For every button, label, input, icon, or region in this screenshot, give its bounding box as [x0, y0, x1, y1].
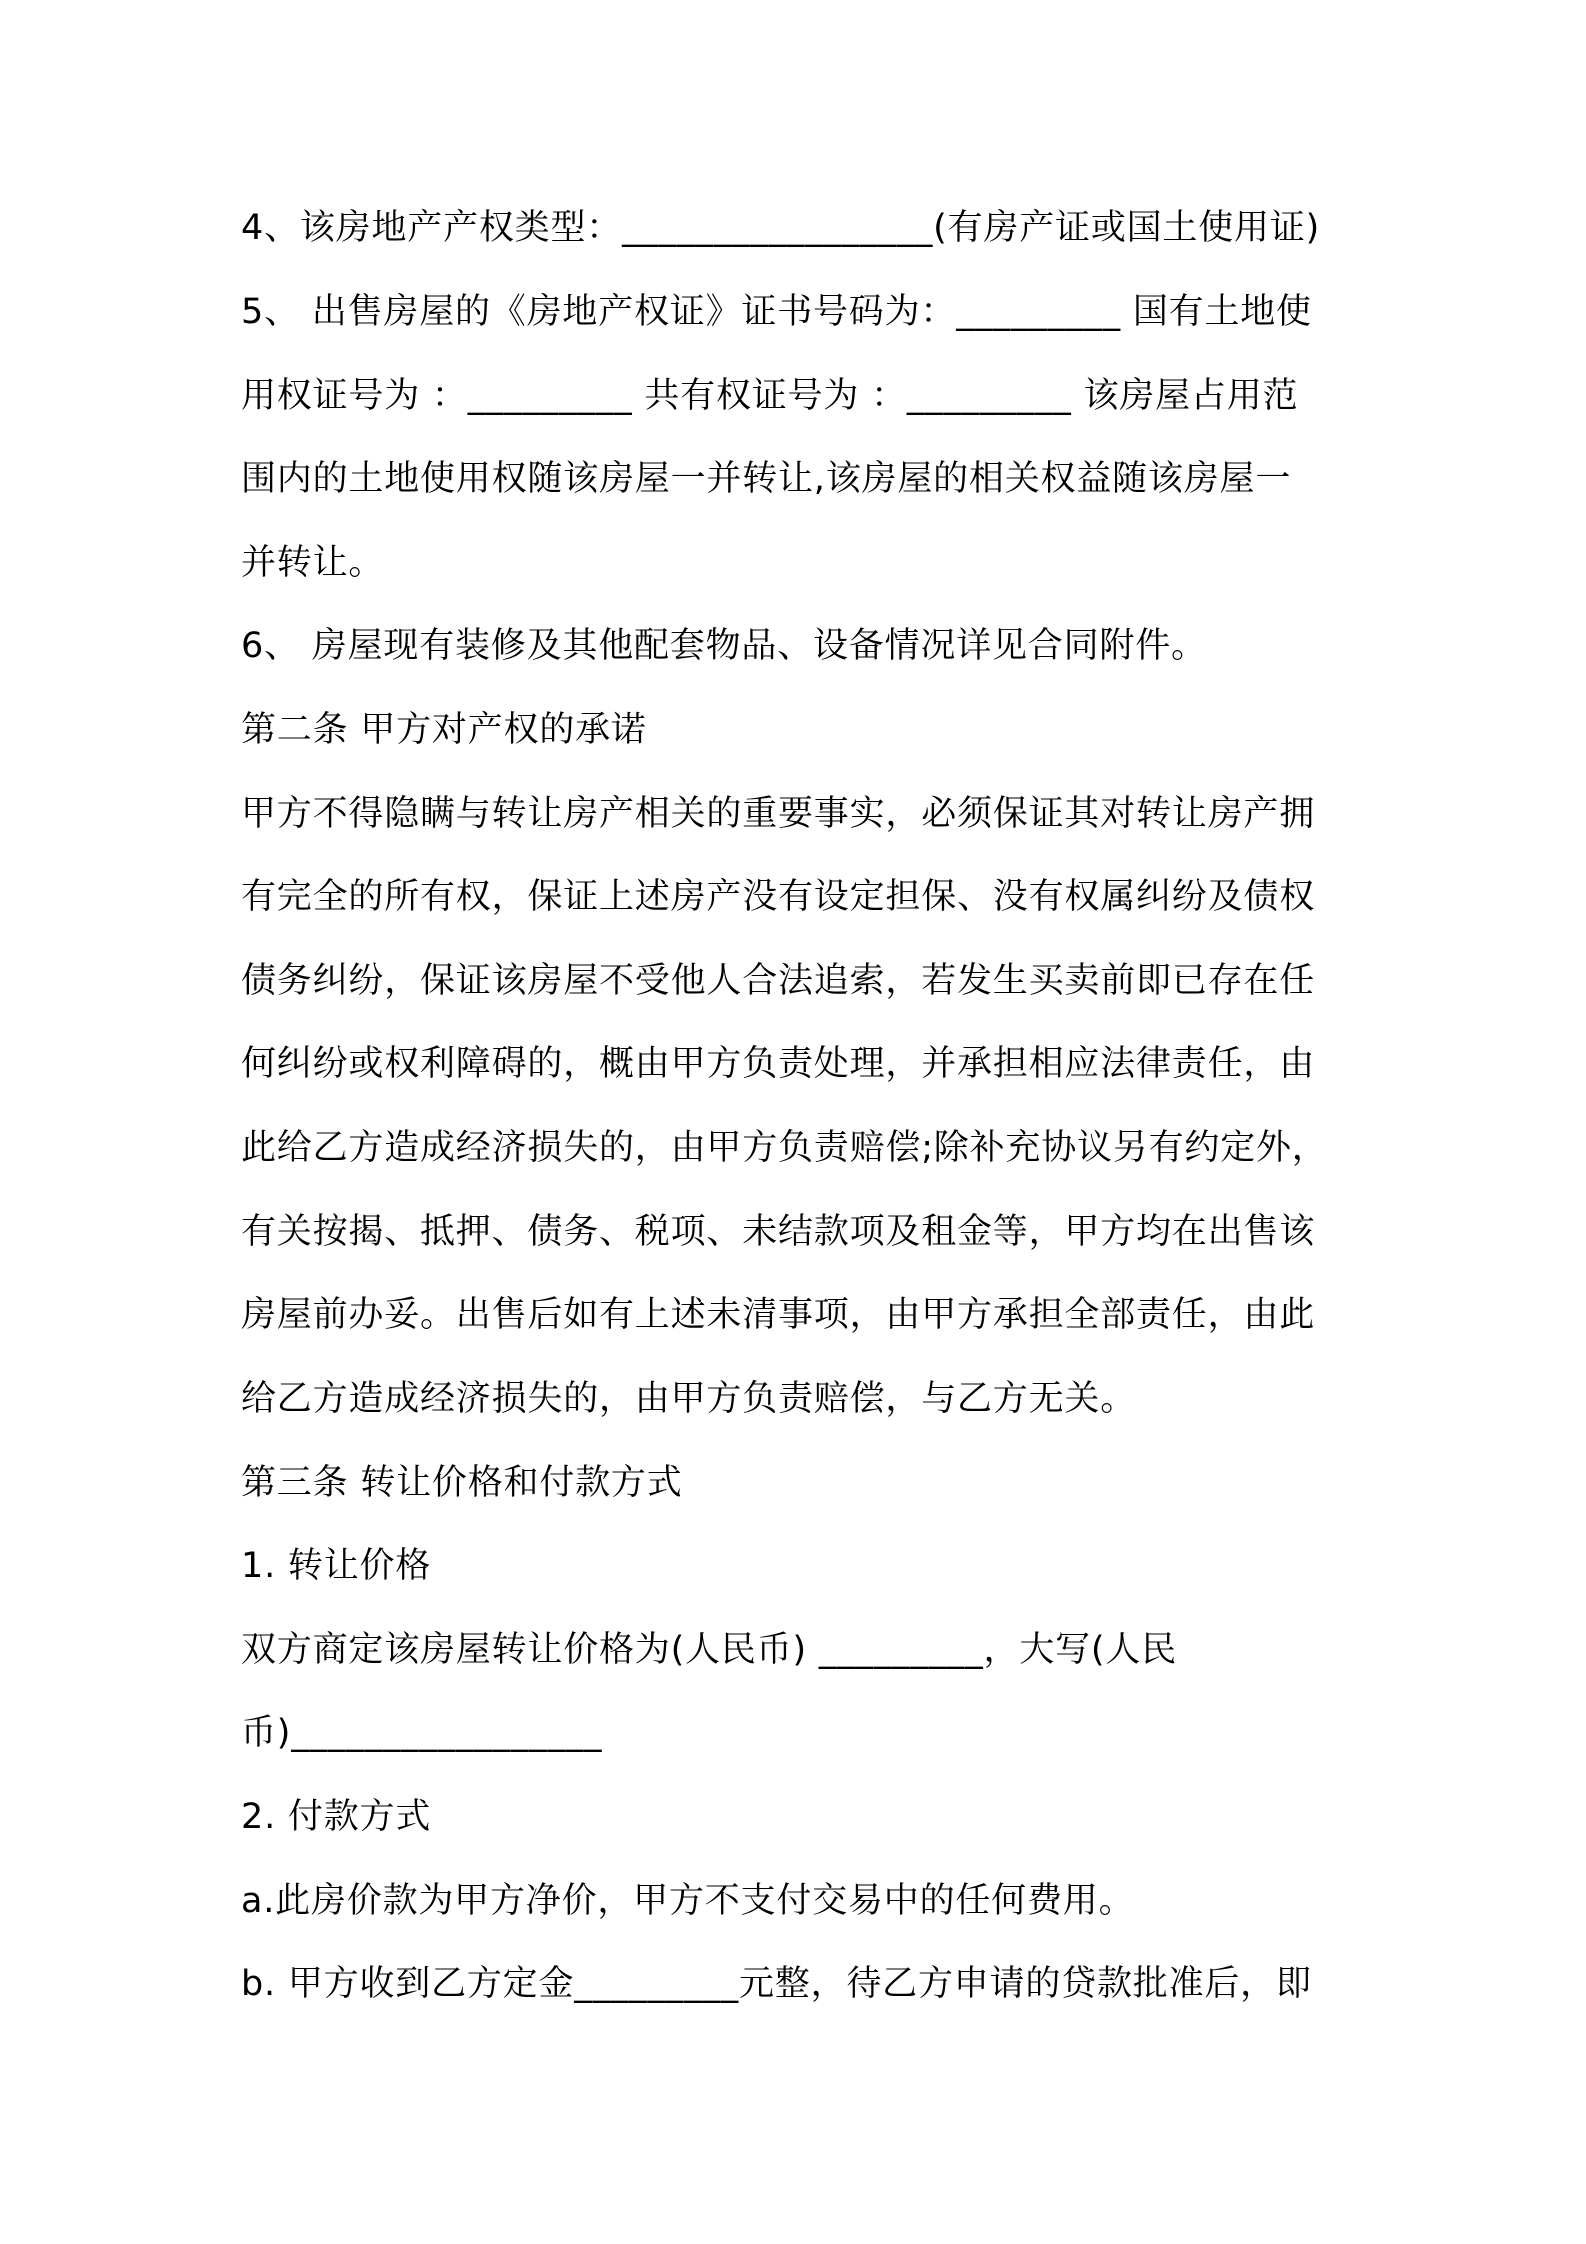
article-2-paragraph-line-5: 此给乙方造成经济损失的，由甲方负责赔偿;除补充协议另有约定外， [241, 1128, 1328, 1168]
section-2-heading: 2. 付款方式 [241, 1797, 432, 1837]
clause-5-line-2: 用权证号为 ：_________ 共有权证号为 ：_________ 该房屋占用范 [241, 376, 1299, 416]
section-1-heading: 1. 转让价格 [241, 1546, 432, 1586]
payment-item-b: b. 甲方收到乙方定金_________元整，待乙方申请的贷款批准后，即 [241, 1964, 1312, 2004]
clause-6-fixtures: 6、 房屋现有装修及其他配套物品、设备情况详见合同附件。 [241, 626, 1207, 666]
clause-5-line-4: 并转让。 [241, 543, 385, 583]
price-line-1: 双方商定该房屋转让价格为(人民币) _________，大写(人民 [241, 1630, 1177, 1670]
article-2-paragraph-line-4: 何纠纷或权利障碍的，概由甲方负责处理，并承担相应法律责任，由 [241, 1044, 1316, 1084]
article-2-paragraph-line-8: 给乙方造成经济损失的，由甲方负责赔偿，与乙方无关。 [241, 1379, 1137, 1419]
clause-4-property-right-type: 4、该房地产产权类型：_________________(有房产证或国土使用证) [241, 208, 1321, 248]
article-2-heading: 第二条 甲方对产权的承诺 [241, 710, 647, 750]
price-line-2: 币)_________________ [241, 1713, 603, 1753]
clause-5-certificate-number: 5、 出售房屋的《房地产权证》证书号码为：_________ 国有土地使 [241, 292, 1312, 332]
article-2-paragraph-line-7: 房屋前办妥。出售后如有上述未清事项，由甲方承担全部责任，由此 [241, 1295, 1316, 1335]
article-2-paragraph-line-2: 有完全的所有权，保证上述房产没有设定担保、没有权属纠纷及债权 [241, 877, 1316, 917]
clause-5-line-3: 围内的土地使用权随该房屋一并转让,该房屋的相关权益随该房屋一 [241, 459, 1292, 499]
article-2-paragraph-line-3: 债务纠纷，保证该房屋不受他人合法追索，若发生买卖前即已存在任 [241, 961, 1316, 1001]
article-2-paragraph-line-6: 有关按揭、抵押、债务、税项、未结款项及租金等，甲方均在出售该 [241, 1212, 1316, 1252]
article-2-paragraph-line-1: 甲方不得隐瞒与转让房产相关的重要事实，必须保证其对转让房产拥 [241, 794, 1316, 834]
payment-item-a: a.此房价款为甲方净价，甲方不支付交易中的任何费用。 [241, 1881, 1135, 1921]
article-3-heading: 第三条 转让价格和付款方式 [241, 1463, 683, 1503]
